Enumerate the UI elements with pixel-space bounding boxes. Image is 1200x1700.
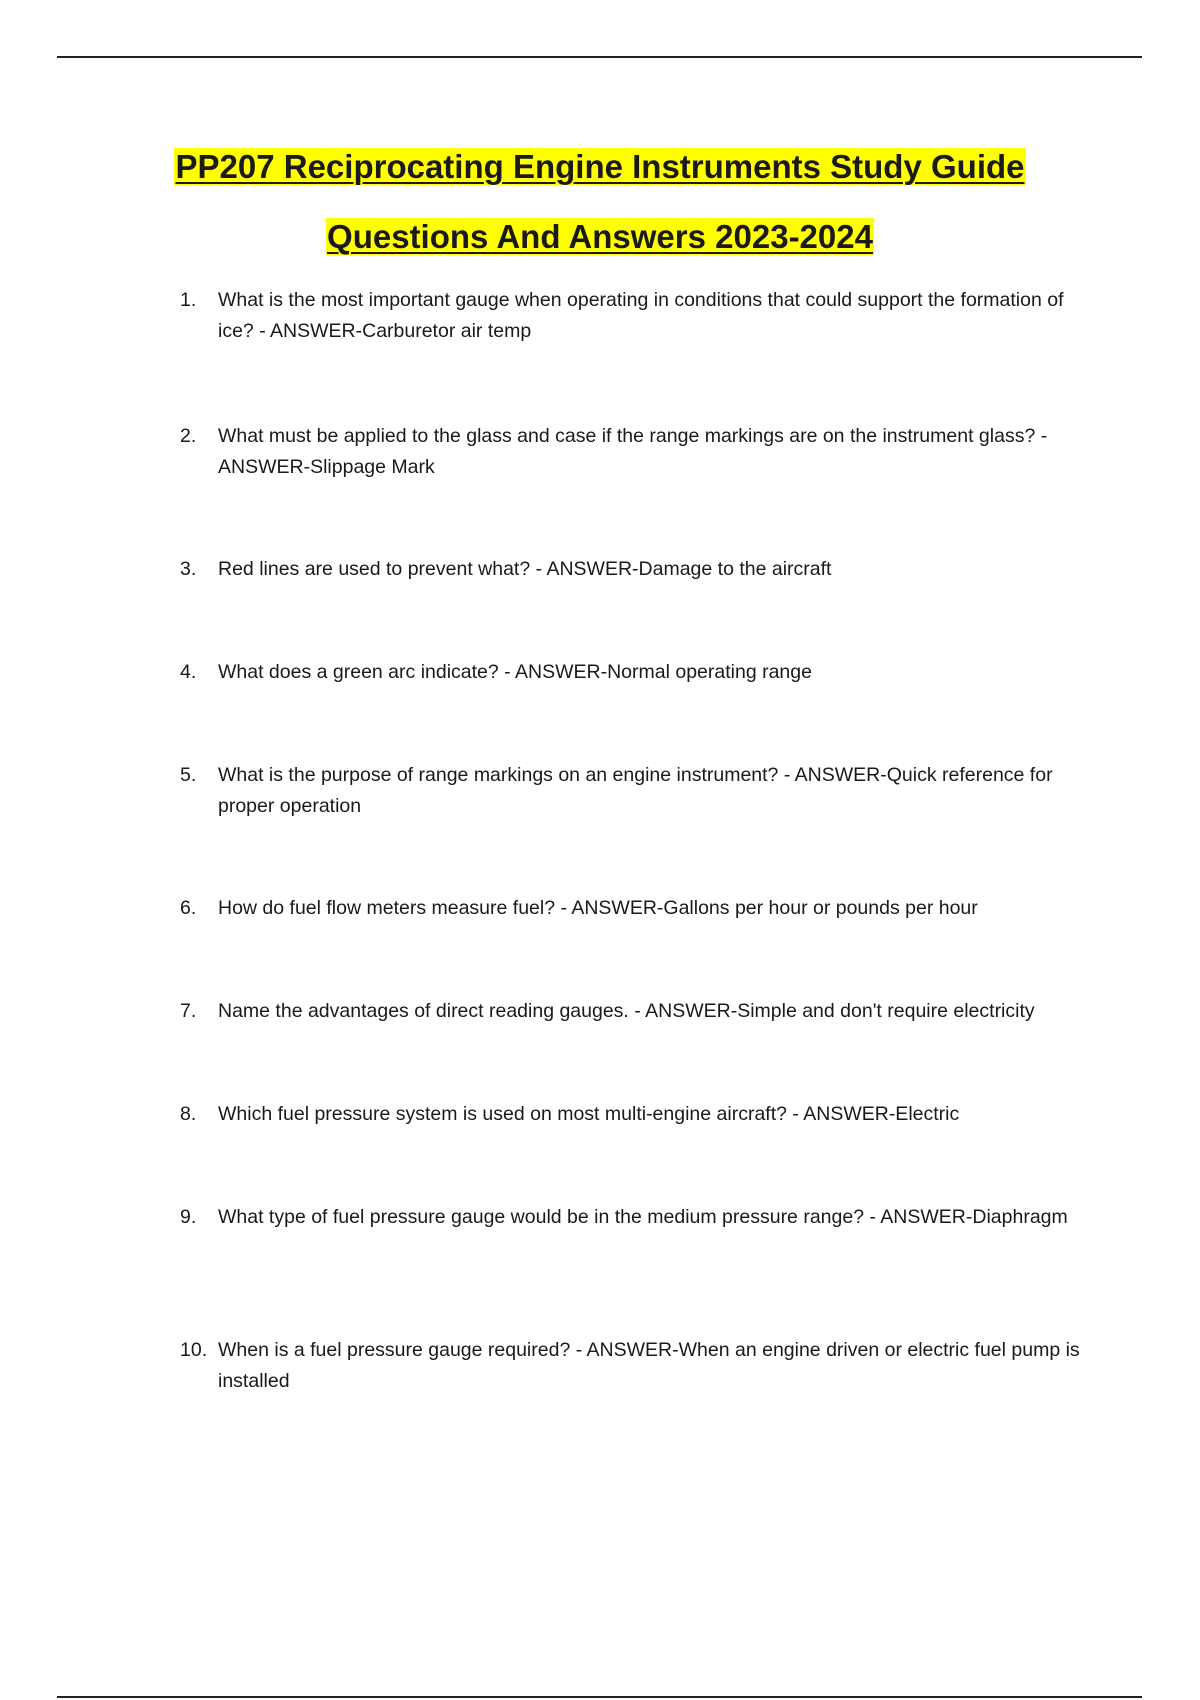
item-text: Which fuel pressure system is used on most multi-engine aircraft? - ANSWER-Electric [218,1103,960,1125]
item-number: 5. [180,764,197,786]
list-item [180,996,1090,1027]
item-text: When is a fuel pressure gauge required? - ANSWER-When an engine driven or electric fuel pump is installed [218,1339,1080,1392]
list-item [180,285,1090,347]
list-item [180,1099,1090,1130]
item-number: 4. [180,661,197,683]
item-text: What does a green arc indicate? - ANSWER-Normal operating range [218,661,812,683]
item-text: What type of fuel pressure gauge would be in the medium pressure range? - ANSWER-Diaphragm [218,1206,1068,1228]
item-number: 3. [180,558,197,580]
item-number: 6. [180,897,197,919]
item-text: What must be applied to the glass and case if the range markings are on the instrument glass? - ANSWER-Slippage Mark [218,425,1048,478]
item-text: Name the advantages of direct reading gauges. - ANSWER-Simple and don't require electricity [218,1000,1035,1022]
list-item [180,1202,1090,1233]
list-item [180,760,1090,822]
list-item [180,657,1090,688]
item-number: 10. [180,1339,208,1361]
item-number: 7. [180,1000,197,1022]
list-item [180,893,1090,924]
item-number: 9. [180,1206,197,1228]
item-text: Red lines are used to prevent what? - ANSWER-Damage to the aircraft [218,558,832,580]
bottom-rule [57,1696,1142,1698]
top-rule [57,56,1142,58]
list-item [180,554,1090,585]
title-line-2: Questions And Answers 2023-2024 [327,218,873,255]
document-title [0,140,1200,280]
item-number: 8. [180,1103,197,1125]
list-item [180,1335,1090,1397]
list-item [180,421,1090,483]
title-line-1: PP207 Reciprocating Engine Instruments Study Guide [175,148,1025,185]
item-text: What is the purpose of range markings on an engine instrument? - ANSWER-Quick reference for proper operation [218,764,1053,817]
item-text: How do fuel flow meters measure fuel? - ANSWER-Gallons per hour or pounds per hour [218,897,978,919]
item-number: 1. [180,289,197,311]
item-text: What is the most important gauge when operating in conditions that could support the formation of ice? - ANSWER-Carburetor air temp [218,289,1064,342]
item-number: 2. [180,425,197,447]
